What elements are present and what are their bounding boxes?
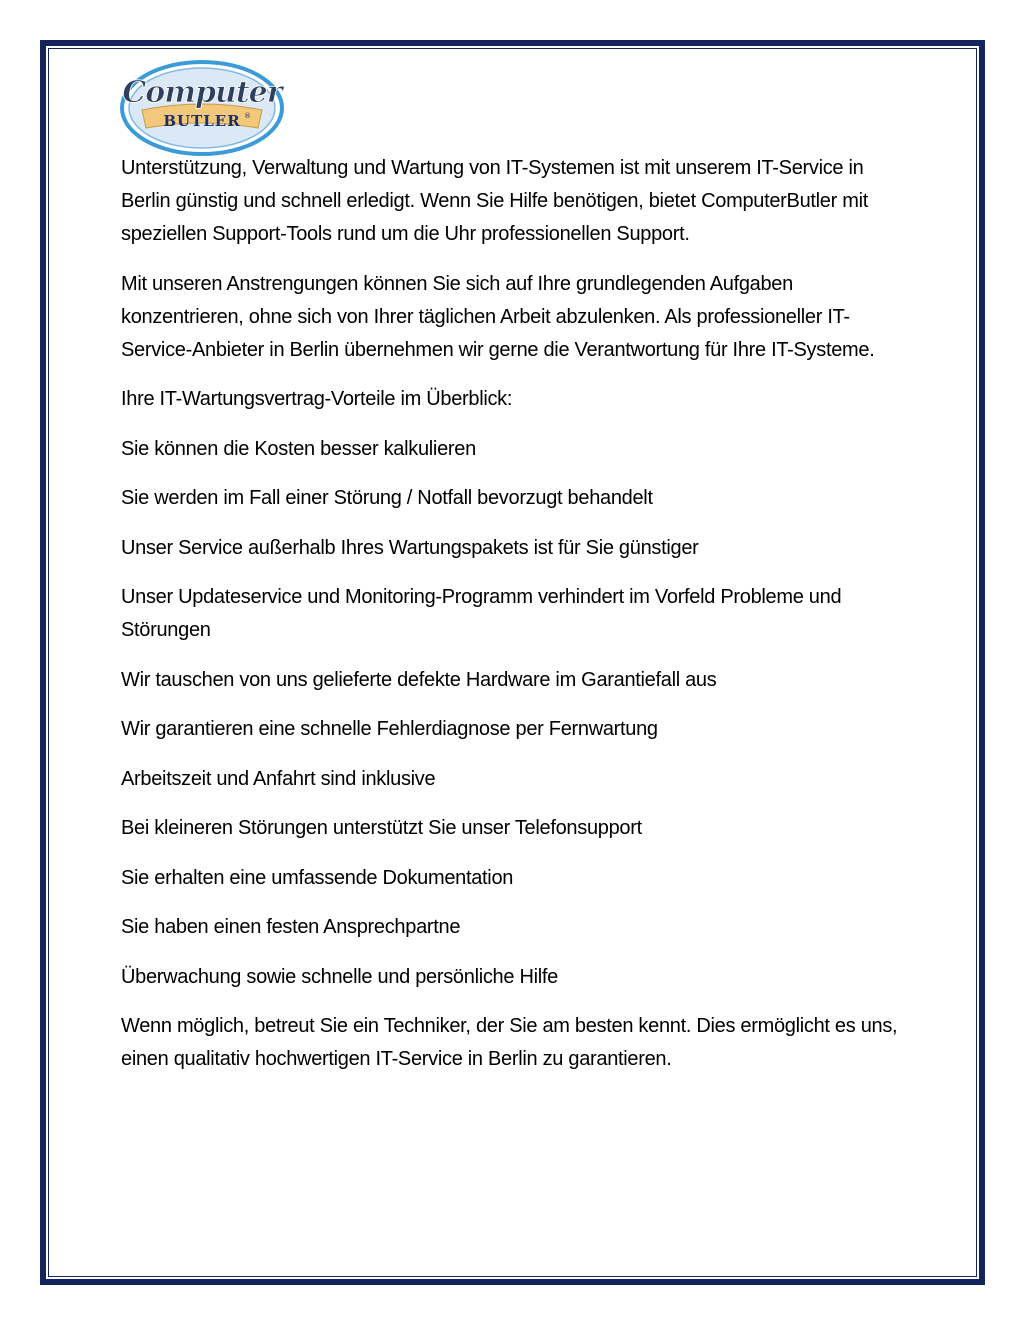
benefit-item: Wir garantieren eine schnelle Fehlerdiagnose per Fernwartung [121,718,658,740]
focus-paragraph: Mit unseren Anstrengungen können Sie sich auf Ihre grundlegenden Aufgaben konzentrieren, ohne sich von Ihrer täglichen Arbeit abzulenken. Als professioneller IT-Service-Anbieter in Berlin übernehmen wir gerne die Verantwortung für Ihre IT-Systeme. [121,272,875,361]
logo-script-text: Computer [122,75,282,110]
benefit-item: Unser Service außerhalb Ihres Wartungspakets ist für Sie günstiger [121,536,699,559]
benefit-item: Arbeitszeit und Anfahrt sind inklusive [121,767,436,790]
benefit-item: Wir tauschen von uns gelieferte defekte Hardware im Garantiefall aus [121,668,717,691]
benefit-item: Sie werden im Fall einer Störung / Notfall bevorzugt behandelt [121,487,653,509]
computer-butler-logo [120,58,284,158]
logo-butler-text: BUTLER [163,112,241,130]
benefit-item: Sie erhalten eine umfassende Dokumentation [121,866,514,889]
closing-paragraph: Wenn möglich, betreut Sie ein Techniker, der Sie am besten kennt. Dies ermöglicht es uns, einen qualitativ hochwertigen IT-Service in Berlin zu garantieren. [121,1015,898,1070]
benefit-item: Sie haben einen festen Ansprechpartne [121,916,461,938]
benefit-item: Überwachung sowie schnelle und persönliche Hilfe [121,965,558,988]
intro-paragraph: Unterstützung, Verwaltung und Wartung von IT-Systemen ist mit unserem IT-Service in Berlin günstig und schnell erledigt. Wenn Sie Hilfe benötigen, bietet ComputerButler mit speziellen Support-Tools rund um die Uhr professionellen Support. [121,157,868,245]
benefit-item: Unser Updateservice und Monitoring-Programm verhindert im Vorfeld Probleme und Störungen [121,586,842,641]
logo-graphic [120,58,284,158]
benefit-item: Bei kleineren Störungen unterstützt Sie unser Telefonsupport [121,817,642,839]
logo-registered-mark: ® [244,112,251,120]
document-body [121,152,901,1093]
benefits-heading: Ihre IT-Wartungsvertrag-Vorteile im Überblick: [121,388,513,410]
benefit-item: Sie können die Kosten besser kalkulieren [121,437,476,460]
